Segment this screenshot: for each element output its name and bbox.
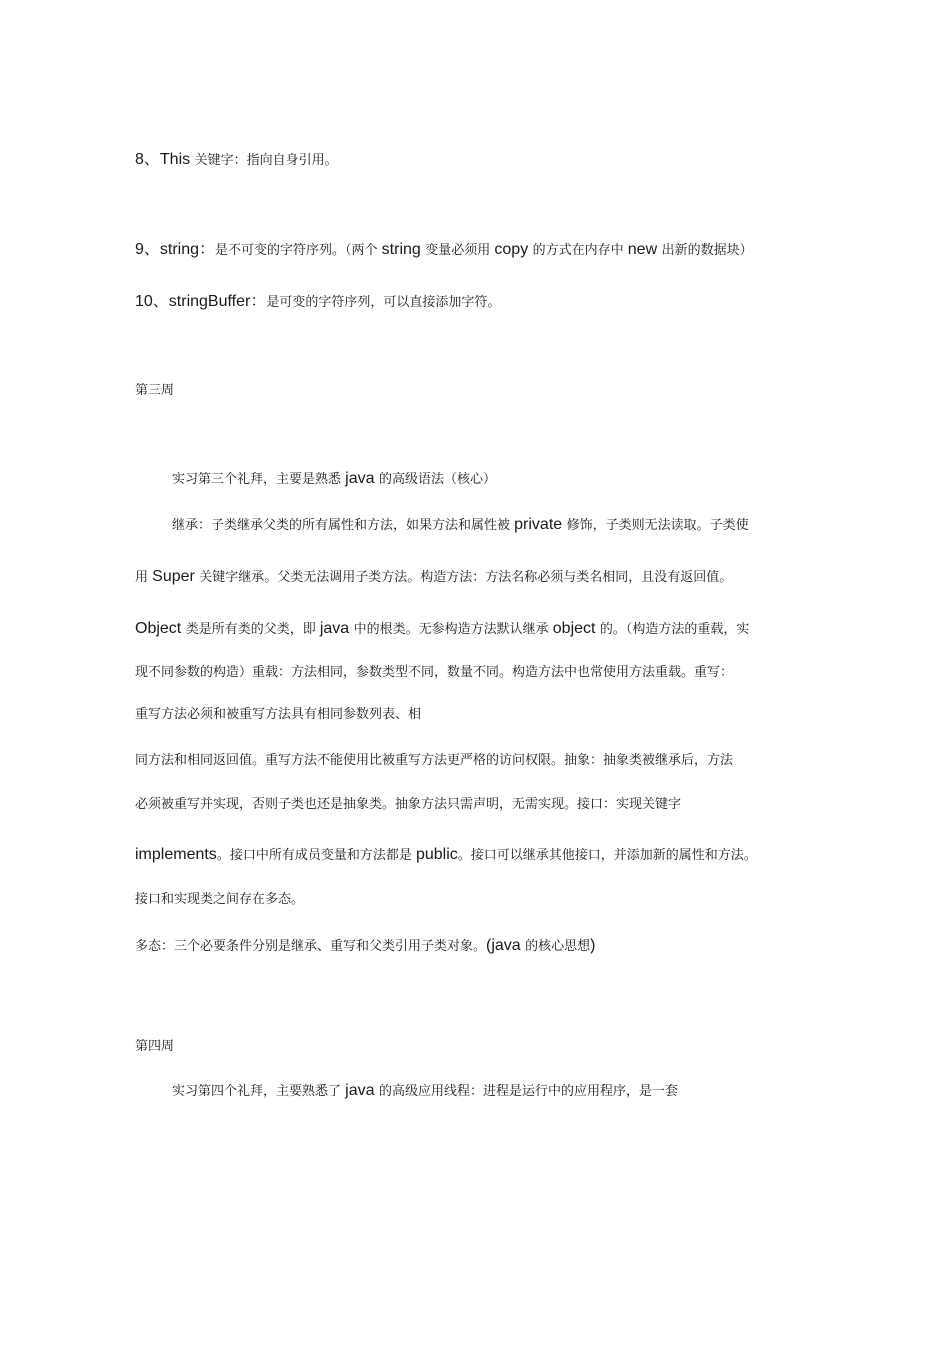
text-run: 。接口可以继承其他接口，并添加新的属性和方法。 (457, 848, 757, 863)
paragraph-string (135, 240, 753, 261)
text-run: java (345, 1082, 379, 1099)
text-run: 的核心思想 (525, 939, 591, 954)
text-run: Super (152, 568, 200, 585)
text-run: 是不可变的字符序列。（两个 (215, 243, 382, 258)
paragraph-line (135, 751, 733, 771)
text-run: 实习第三个礼拜，主要是熟悉 (172, 472, 346, 487)
text-run: 重写方法必须和被重写方法具有相同参数列表、相 (135, 707, 422, 722)
text-run: 第四周 (135, 1039, 175, 1054)
text-run: 修饰，子类则无法读取。子类使 (566, 518, 749, 533)
paragraph-line (135, 567, 732, 588)
text-run: 8、This (135, 151, 195, 168)
text-run: 的高级应用线程：进程是运行中的应用程序，是一套 (378, 1084, 678, 1099)
text-run: 。接口中所有成员变量和方法都是 (216, 848, 416, 863)
paragraph-this-keyword (135, 150, 338, 171)
section-heading-week4 (135, 1037, 174, 1057)
text-run: 的。（构造方法的重载，实 (599, 622, 750, 637)
text-run: Object (135, 620, 186, 637)
text-run: 继承：子类继承父类的所有属性和方法，如果方法和属性被 (172, 518, 515, 533)
text-run: 接口和实现类之间存在多态。 (135, 892, 305, 907)
text-run: 用 (135, 570, 153, 585)
text-run: 关键字：指向自身引用。 (194, 153, 338, 168)
text-run: 多态：三个必要条件分别是继承、重写和父类引用子类对象。 (135, 939, 487, 954)
text-run: copy (494, 241, 533, 258)
text-run: 类是所有类的父类，即 (185, 622, 320, 637)
paragraph-stringbuffer (135, 292, 500, 313)
text-run: java (319, 620, 354, 637)
text-run: 的方式在内存中 (532, 243, 628, 258)
text-run: new (627, 241, 662, 258)
paragraph-line (135, 845, 757, 866)
paragraph-week3-intro (172, 469, 496, 490)
paragraph-polymorphism (135, 936, 595, 957)
text-run: 的高级语法（核心） (378, 472, 496, 487)
text-run: string (381, 241, 426, 258)
text-run: 变量必须用 (425, 243, 495, 258)
text-run: object (552, 620, 600, 637)
text-run: 实习第四个礼拜，主要熟悉了 (172, 1084, 346, 1099)
text-run: ) (590, 937, 596, 954)
text-run: public (415, 846, 458, 863)
paragraph-line (135, 795, 681, 815)
paragraph-line (135, 663, 733, 683)
text-run: 现不同参数的构造）重载：方法相同，参数类型不同，数量不同。构造方法中也常使用方法重载。重写： (135, 665, 734, 680)
paragraph-inheritance (172, 515, 749, 536)
text-run: 第三周 (135, 383, 175, 398)
paragraph-line (135, 619, 749, 640)
text-run: (java (486, 937, 526, 954)
paragraph-line (135, 705, 421, 725)
text-run: implements (135, 846, 217, 863)
paragraph-line (135, 890, 304, 910)
text-run: 关键字继承。父类无法调用子类方法。构造方法：方法名称必须与类名相同，且没有返回值。 (199, 570, 733, 585)
text-run: 同方法和相同返回值。重写方法不能使用比被重写方法更严格的访问权限。抽象：抽象类被继承后，方法 (135, 753, 734, 768)
text-run: 出新的数据块） (661, 243, 753, 258)
text-run: 中的根类。无参构造方法默认继承 (353, 622, 553, 637)
text-run: 9、string： (135, 241, 216, 258)
text-run: private (514, 516, 567, 533)
section-heading-week3 (135, 381, 174, 401)
text-run: 是可变的字符序列，可以直接添加字符。 (266, 295, 501, 310)
text-run: 必须被重写并实现，否则子类也还是抽象类。抽象方法只需声明，无需实现。接口：实现关键字 (135, 797, 682, 812)
text-run: java (345, 470, 379, 487)
paragraph-week4-intro (172, 1081, 678, 1102)
text-run: 10、stringBuffer： (135, 293, 267, 310)
